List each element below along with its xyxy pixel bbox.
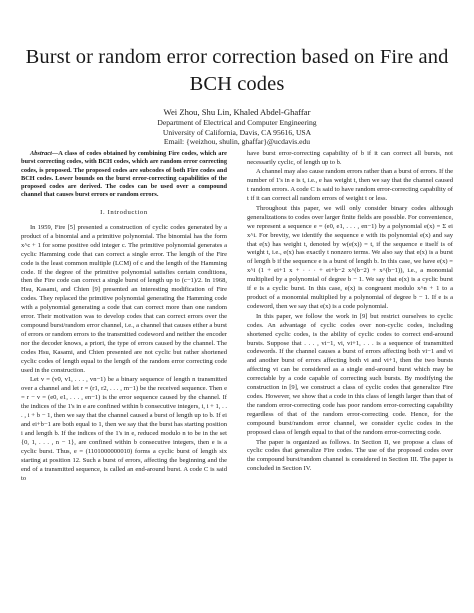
two-column-body — [21, 150, 453, 484]
right-paragraph-3: Throughout this paper, we will only consider binary codes although generalizations to codes over larger finite fields are possible. For convenience, we represent a sequence e = (e0, e1, . . . , en−1) by a polynomial e(x) = Σ ei x^i. For brevity, we identify the sequence e with its polynomial e(x) and say that e(x) has weight t, denoted by w(e(x)) = t, if the sequence e itself is of weight t, i.e., e(x) has exactly t nonzero terms. We also say that e(x) is a burst of length b if the sequence e is a burst of length b. In this case, we have e(x) = x^i (1 + ei+1 x + · · · + ei+b−2 x^(b−2) + x^(b−1)), i.e., a monomial multiplied by a polynomial of degree b − 1. We say that e(x) is a cyclic burst if e is a cyclic burst. In this case, e(x) is congruent modulo x^n + 1 to a product of a monomial multiplied by a polynomial of degree b − 1. If e is a codeword, then we say that e(x) is a code polynomial. — [247, 204, 453, 311]
intro-paragraph-2: Let v = (v0, v1, . . . , vn−1) be a binary sequence of length n transmitted over a channel and let r = (r1, r2, . . . , rn−1) be the received sequence. Then e = r − v = (e0, e1, . . . , en−1) is the error sequence caused by the channel. If the indices of the 1's in e are confined within b consecutive integers, i, i + 1, . . . , i + b − 1, then we say that the channel caused a burst of length up to b. If ei and ei+b−1 are both equal to 1, then we say that the burst has starting position i and length b. If the indices of the 1's in e, reduced modulo n to be in the set {0, 1, . . . , n − 1}, are confined within b consecutive integers, then e is a cyclic burst. Thus, e = (1101000000010) forms a cyclic burst of length six starting at position 12. Such a burst of errors, affecting the beginning and the end of a transmitted sequence, is called an end-around burst. A code C is said to — [21, 376, 227, 482]
intro-paragraph-1: In 1959, Fire [5] presented a construction of cyclic codes generated by a product of a binomial and a primitive polynomial. The binomial has the form x^c + 1 for some positive odd integer c. The primitive polynomial generates a cyclic Hamming code that can correct a single error. The length of the Fire code is the least common multiple (LCM) of c and the length of the Hamming code. If the degree of the primitive polynomial satisfies certain conditions, then the Fire code can correct a single burst of length up to (c−1)/2. In 1968, Hsu, Kasami, and Chien [9] presented an interesting modification of Fire codes. They replaced the primitive polynomial generating the Hamming code with a polynomial generating a code that can correct more than one random error. Their motivation was to develop codes that can correct errors over the compound burst/random error channel, i.e., a channel that causes either a burst of errors or random errors to the transmitted codeword and neither the encoder nor the decoder knows, a priori, the type of errors caused by the channel. The codes Hsu, Kasami, and Chien presented are not cyclic but rather shortened cyclic codes of length equal to the length of the random error correcting code used in the construction. — [21, 223, 227, 374]
paper-title — [21, 44, 453, 98]
author-list: Wei Zhou, Shu Lin, Khaled Abdel-Ghaffar — [163, 107, 311, 117]
right-column — [247, 150, 453, 484]
title-line-1: Burst or random error correction based on Fire and — [25, 46, 449, 68]
right-paragraph-2: A channel may also cause random errors rather than a burst of errors. If the number of 1's in e is t, i.e., e has weight t, then we say that the channel caused t random errors. A code C is said to have random error-correcting capability of t if it can correct all random errors of weight t or less. — [247, 168, 453, 203]
affiliation-university: University of California, Davis, CA 95616, USA — [162, 127, 312, 137]
right-paragraph-1: have burst error-correcting capability of b if it can correct all bursts, not necessarily cyclic, of length up to b. — [247, 150, 453, 166]
title-line-2: BCH codes — [189, 73, 285, 95]
affiliation-department: Department of Electrical and Computer Engineering — [157, 118, 317, 127]
abstract-text: —A class of codes obtained by combining Fire codes, which are burst correcting codes, with BCH codes, which are random error correcting codes, is proposed. The proposed codes are subcodes of both Fire codes and BCH codes. Lower bounds on the burst error-correcting capabilities of the proposed codes are derived. The codes can be used over a compound channel that causes burst errors or random errors. — [21, 150, 227, 199]
right-paragraph-4: In this paper, we follow the work in [9] but restrict ourselves to cyclic codes. An advantage of cyclic codes over non-cyclic codes, including shortened cyclic codes, is the ability of cyclic codes to correct end-around bursts. Suppose that . . . , vi−1, vi, vi+1, . . . is a sequence of transmitted codewords. If the channel causes a burst of errors affecting both vi−1 and vi and another burst of errors affecting both vi and vi+1, then the two bursts affecting vi can be considered as a single end-around burst which may be correctable by a code capable of correcting such bursts. By modifying the construction in [9], we construct a class of cyclic codes that generalize Fire codes. However, we show that a code in this class of length larger than that of the random error-correcting code has poor random error-correcting capability regardless of that of the random error-correcting code. Hence, for the compound burst/random error channel, we consider cyclic codes in the proposed class of length equal to that of the random error-correcting code. — [247, 312, 453, 437]
affiliation-email: Email: {weizhou, shulin, ghaffar}@ucdavis.edu — [163, 137, 311, 147]
right-paragraph-5: The paper is organized as follows. In Section II, we propose a class of cyclic codes that generalize Fire codes. The use of the proposed codes over the compound burst/random channel is considered in Section III. The paper is concluded in Section IV. — [247, 438, 453, 473]
left-column — [21, 150, 227, 484]
abstract — [21, 150, 227, 200]
abstract-label: Abstract — [30, 150, 52, 157]
section-heading-introduction: I. Introduction — [100, 208, 148, 216]
affiliation-block — [21, 118, 453, 147]
